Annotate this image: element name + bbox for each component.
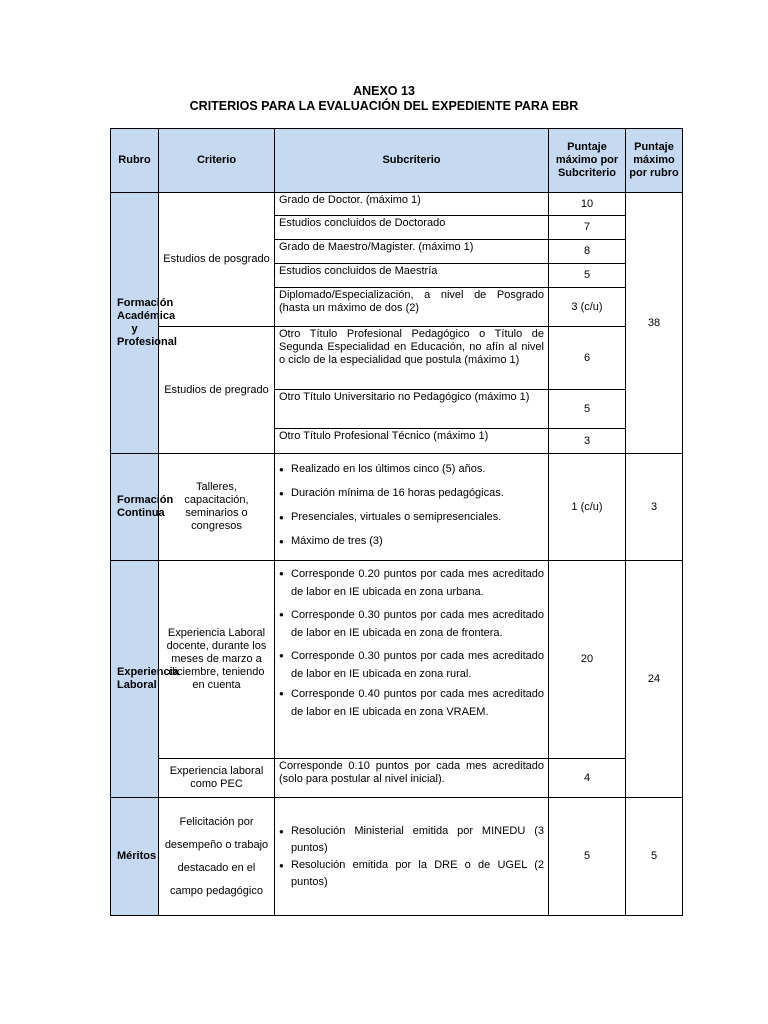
puntaje-subcriterio: 20	[549, 561, 626, 759]
table-row	[111, 759, 683, 798]
subcriterio-list	[279, 562, 544, 721]
subcriterio: Estudios concluidos de Maestría	[275, 264, 549, 288]
evaluation-criteria-table	[110, 128, 683, 916]
rubro-formacion-academica: Formación Académica y Profesional	[111, 193, 159, 454]
subcriterio-list	[279, 823, 544, 891]
puntaje-subcriterio: 1 (c/u)	[549, 454, 626, 561]
subcriterio: Otro Título Universitario no Pedagógico (máximo 1)	[275, 390, 549, 429]
table-row	[111, 327, 683, 390]
rubro-meritos: Méritos	[111, 798, 159, 916]
list-item: ● Resolución emitida por la DRE o de UGEL (2 puntos)	[279, 857, 544, 891]
list-item: ● Corresponde 0.30 puntos por cada mes acreditado de labor en IE ubicada en zona de frontera.	[279, 606, 544, 642]
list-item: ● Presenciales, virtuales o semipresenciales.	[279, 511, 544, 524]
criterio-experiencia-pec: Experiencia laboral como PEC	[159, 759, 275, 798]
list-item: ● Corresponde 0.40 puntos por cada mes acreditado de labor en IE ubicada en zona VRAEM.	[279, 685, 544, 721]
rubro-formacion-continua: Formación Continua	[111, 454, 159, 561]
document-subtitle: CRITERIOS PARA LA EVALUACIÓN DEL EXPEDIENTE PARA EBR	[189, 99, 579, 113]
puntaje-subcriterio: 6	[549, 327, 626, 390]
header-rubro: Rubro	[111, 129, 159, 193]
list-item: ● Corresponde 0.30 puntos por cada mes acreditado de labor en IE ubicada en zona rural.	[279, 647, 544, 683]
table-row	[111, 561, 683, 759]
subcriterio: Corresponde 0.10 puntos por cada mes acreditado (solo para postular al nivel inicial).	[275, 759, 549, 798]
subcriterio: Otro Título Profesional Técnico (máximo 1)	[275, 429, 549, 454]
puntaje-subcriterio: 7	[549, 216, 626, 240]
puntaje-rubro-formacion-continua: 3	[626, 454, 683, 561]
table-header-row	[111, 129, 683, 193]
puntaje-subcriterio: 5	[549, 798, 626, 916]
document-title: ANEXO 13	[353, 84, 415, 98]
header-puntaje-subcriterio: Puntaje máximo por Subcriterio	[549, 129, 626, 193]
subcriterio-experiencia-docente	[275, 561, 549, 759]
subcriterio-meritos	[275, 798, 549, 916]
list-item: ● Máximo de tres (3)	[279, 535, 544, 548]
puntaje-rubro-experiencia-laboral: 24	[626, 561, 683, 798]
criterio-talleres: Talleres, capacitación, seminarios o congresos	[159, 454, 275, 561]
header-puntaje-rubro: Puntaje máximo por rubro	[626, 129, 683, 193]
header-criterio: Criterio	[159, 129, 275, 193]
criterio-felicitacion: Felicitación por desempeño o trabajo destacado en el campo pedagógico	[159, 798, 275, 916]
table-row	[111, 193, 683, 216]
puntaje-subcriterio: 3 (c/u)	[549, 288, 626, 327]
puntaje-rubro-formacion-academica: 38	[626, 193, 683, 454]
rubro-experiencia-laboral: Experiencia Laboral	[111, 561, 159, 798]
list-item: ● Resolución Ministerial emitida por MINEDU (3 puntos)	[279, 823, 544, 857]
puntaje-subcriterio: 3	[549, 429, 626, 454]
subcriterio: Otro Título Profesional Pedagógico o Título de Segunda Especialidad en Educación, no afín al nivel o ciclo de la especialidad que postula (máximo 1)	[275, 327, 549, 390]
puntaje-subcriterio: 4	[549, 759, 626, 798]
puntaje-subcriterio: 5	[549, 390, 626, 429]
table-row	[111, 798, 683, 916]
subcriterio: Diplomado/Especialización, a nivel de Posgrado (hasta un máximo de dos (2)	[275, 288, 549, 327]
criterio-posgrado: Estudios de posgrado	[159, 193, 275, 327]
subcriterio-list	[279, 455, 544, 548]
header-subcriterio: Subcriterio	[275, 129, 549, 193]
subcriterio: Grado de Maestro/Magister. (máximo 1)	[275, 240, 549, 264]
subcriterio: Estudios concluidos de Doctorado	[275, 216, 549, 240]
list-item: ● Corresponde 0.20 puntos por cada mes acreditado de labor en IE ubicada en zona urbana.	[279, 565, 544, 601]
table-row	[111, 454, 683, 561]
subcriterio: Grado de Doctor. (máximo 1)	[275, 193, 549, 216]
puntaje-subcriterio: 10	[549, 193, 626, 216]
list-item: ● Realizado en los últimos cinco (5) años.	[279, 463, 544, 476]
puntaje-rubro-meritos: 5	[626, 798, 683, 916]
subcriterio-formacion-continua	[275, 454, 549, 561]
criterio-experiencia-docente: Experiencia Laboral docente, durante los meses de marzo a diciembre, teniendo en cuenta	[159, 561, 275, 759]
puntaje-subcriterio: 8	[549, 240, 626, 264]
criterio-pregrado: Estudios de pregrado	[159, 327, 275, 454]
puntaje-subcriterio: 5	[549, 264, 626, 288]
list-item: ● Duración mínima de 16 horas pedagógicas.	[279, 487, 544, 500]
